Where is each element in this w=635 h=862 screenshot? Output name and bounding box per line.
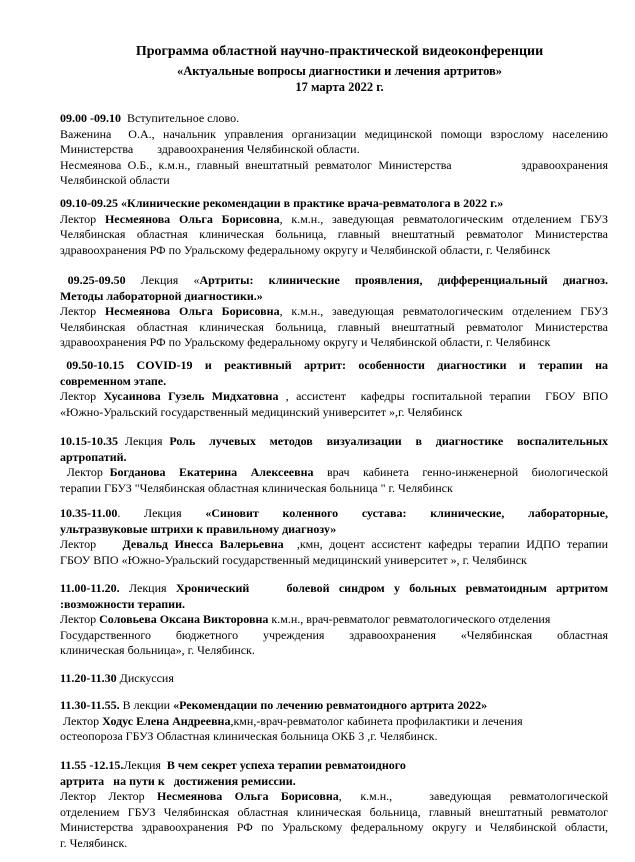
program-item-line	[60, 304, 608, 320]
text: ГБОУ ВПО «Южно-Уральский государственный медицинский университет », г. Челябинск	[60, 552, 527, 567]
program-item	[60, 273, 608, 351]
bold-text: В чем секрет успеха терапии ревматоидного	[166, 758, 406, 772]
text: г. Челябинск.	[60, 835, 128, 850]
text: Челябинская областная клиническая больница, главный внештатный ревматолог Министерства	[60, 227, 608, 242]
text: , к.м.н., заведующая ревматологическим отделением ГБУЗ	[279, 211, 608, 226]
program-item-line	[60, 127, 608, 143]
bold-text: Ходус Елена Андреевна	[102, 713, 231, 728]
program-item-line	[60, 465, 608, 481]
program-item-line	[60, 142, 608, 158]
program-item-line	[60, 273, 608, 289]
bold-text: 11.55 -12.15.	[60, 758, 124, 772]
text: Несмеянова О.Б., к.м.н., главный внештатный ревматолог Министерства здравоохранения	[60, 157, 608, 172]
program-item-line	[60, 111, 608, 127]
text: Министерства здравоохранения РФ по Уральскому федеральному округу и Челябинской области,	[60, 820, 608, 835]
text: Лектор	[60, 211, 105, 226]
program-item-line	[60, 243, 608, 259]
program-item-line	[60, 805, 608, 821]
bold-text: Богданова Екатерина Алексеевна	[109, 465, 314, 480]
program-item-line	[60, 537, 608, 553]
bold-text: 09.50-10.15 COVID-19 и реактивный артрит: особенности диагностики и терапии на	[60, 358, 608, 372]
text: здравоохранения РФ по Уральскому федеральному округу и Челябинской области, г. Челябинск	[60, 335, 551, 350]
bold-text: Роль лучевых методов визуализации в диагностике воспалительных	[169, 434, 608, 448]
program-item-line	[60, 481, 608, 497]
bold-text: Несмеянова Ольга Борисовна	[104, 211, 280, 226]
program-item	[60, 698, 608, 745]
program-item	[60, 671, 608, 687]
bold-text: артрита на пути к достижения ремиссии.	[60, 773, 296, 788]
program-item-line	[60, 789, 608, 805]
text: Дискуссия	[116, 671, 174, 685]
text: Лекция	[123, 758, 167, 772]
text: Государственного бюджетного учреждения здравоохранения «Челябинская областная	[60, 627, 608, 642]
bold-text: 10.15-10.35	[60, 434, 118, 448]
text: Министерства здравоохранения Челябинской области.	[60, 142, 360, 157]
bold-text: :возможности терапии.	[60, 596, 185, 611]
bold-text: Хусаинова Гузель Мидхатовна	[103, 389, 279, 404]
text: ,кмн, доцент ассистент кафедры терапии ИДПО терапии	[283, 537, 608, 552]
text: Лектор	[60, 389, 104, 404]
program-item-line	[60, 374, 608, 390]
program-item-line	[60, 358, 608, 374]
program-title: Программа областной научно-практической видеоконференции	[135, 44, 544, 59]
text: Лекция	[118, 434, 170, 448]
program-item-line	[60, 158, 608, 174]
bold-text: Хронический болевой синдром у больных ревматоидным артритом	[175, 581, 608, 595]
bold-text: 09.10-09.25 «Клинические рекомендации в практике врача-ревматолога в 2022 г.»	[60, 196, 504, 210]
program-item-line	[60, 836, 608, 852]
bold-text: Несмеянова Ольга Борисовна	[104, 304, 280, 319]
text: Вступительное слово.	[121, 111, 240, 125]
program-item-line	[60, 581, 608, 597]
bold-text: «Рекомендации по лечению ревматоидного артрита 2022»	[173, 698, 488, 712]
bold-text: Артриты: клинические проявления, дифференциальный диагноз.	[199, 273, 608, 287]
program-item-line	[60, 196, 608, 212]
text: отделением ГБУЗ Челябинская областная клиническая больница, главный внештатный ревматолог	[60, 804, 608, 819]
text: Лектор	[60, 612, 100, 627]
bold-text: 10.35-11.00	[60, 506, 118, 520]
program-item-line	[60, 729, 608, 745]
program-item-line	[60, 820, 608, 836]
text: , ассистент кафедры госпитальной терапии ГБОУ ВПО	[278, 389, 608, 404]
program-item	[60, 358, 608, 420]
program-item-line	[60, 698, 608, 714]
program-item-line	[60, 597, 608, 613]
text: остеопороза ГБУЗ Областная клиническая больница ОКБ 3 ,г. Челябинск.	[60, 729, 438, 744]
text: клиническая больница», г. Челябинск.	[60, 643, 255, 658]
program-item-line	[60, 450, 608, 466]
conference-date: 17 марта 2022 г.	[295, 80, 384, 94]
bold-text: артропатий.	[60, 449, 127, 464]
program-item-line	[60, 612, 608, 628]
bold-text: 11.00-11.20.	[60, 581, 120, 595]
program-item-line	[60, 289, 608, 305]
program-item	[60, 758, 608, 852]
program-item-line	[60, 774, 608, 790]
text: Лектор	[60, 537, 123, 552]
program-item	[60, 506, 608, 568]
text: В лекции	[119, 698, 174, 712]
text: к.м.н., врач-ревматолог ревматологического отделения	[268, 612, 551, 627]
program-item-line	[60, 671, 608, 687]
bold-text: 11.20-11.30	[60, 671, 117, 685]
bold-text: Девальд Инесса Валерьевна	[122, 537, 284, 552]
text: Лектор	[60, 304, 105, 319]
conference-name: «Актуальные вопросы диагностики и лечения артритов»	[176, 64, 503, 78]
program-item	[60, 434, 608, 496]
bold-text: ультразвуковые штрихи к правильному диагнозу»	[60, 521, 337, 536]
text: ,кмн,-врач-ревматолог кабинета профилактики и лечения	[230, 713, 523, 728]
program-item-line	[60, 405, 608, 421]
text: Лектор	[60, 465, 110, 480]
text: Лекция «	[125, 273, 200, 287]
program-item-line	[60, 227, 608, 243]
text: , к.м.н., заведующая ревматологической	[338, 789, 608, 804]
bold-text: Несмеянова Ольга Борисовна	[157, 789, 339, 804]
bold-text: Соловьева Оксана Викторовна	[99, 612, 269, 627]
text: , к.м.н., заведующая ревматологическим отделением ГБУЗ	[279, 304, 608, 319]
bold-text: Методы лабораторной диагностики.»	[60, 288, 263, 303]
program-item-line	[60, 335, 608, 351]
text: . Лекция	[117, 506, 206, 520]
program-item-line	[60, 389, 608, 405]
program-item-line	[60, 553, 608, 569]
bold-text: современном этапе.	[60, 373, 167, 388]
text: Челябинской области	[60, 173, 170, 188]
program-item-line	[60, 758, 608, 774]
bold-text: 09.25-09.50	[60, 273, 126, 287]
program-item-line	[60, 434, 608, 450]
text: терапии ГБУЗ "Челябинская областная клиническая больница " г. Челябинск	[60, 480, 453, 495]
program-item	[60, 111, 608, 189]
bold-text: «Синовит коленного сустава: клинические, лабораторные,	[205, 506, 608, 520]
text: Лектор Лектор	[60, 789, 158, 804]
text: Лекция	[119, 581, 176, 595]
bold-text: 09.00 -09.10	[60, 111, 121, 125]
program-item	[60, 196, 608, 258]
program-item-line	[60, 173, 608, 189]
program-item-line	[60, 522, 608, 538]
text: Важенина О.А., начальник управления организации медицинской помощи взрослому населению	[60, 126, 608, 141]
program-item-line	[60, 714, 608, 730]
program-item-line	[60, 643, 608, 659]
text: здравоохранения РФ по Уральскому федеральному округу и Челябинской области, г. Челябинск	[60, 242, 551, 257]
text: врач кабинета генно-инженерной биологической	[313, 465, 608, 480]
program-item-line	[60, 628, 608, 644]
bold-text: 11.30-11.55.	[60, 698, 120, 712]
program-item-line	[60, 506, 608, 522]
program-item-line	[60, 212, 608, 228]
program-item-line	[60, 320, 608, 336]
text: Лектор	[60, 713, 103, 728]
program-item	[60, 581, 608, 659]
text: «Южно-Уральский государственный медицинский университет »,г. Челябинск	[60, 404, 463, 419]
text: Челябинская областная клиническая больница, главный внештатный ревматолог Министерства	[60, 319, 608, 334]
